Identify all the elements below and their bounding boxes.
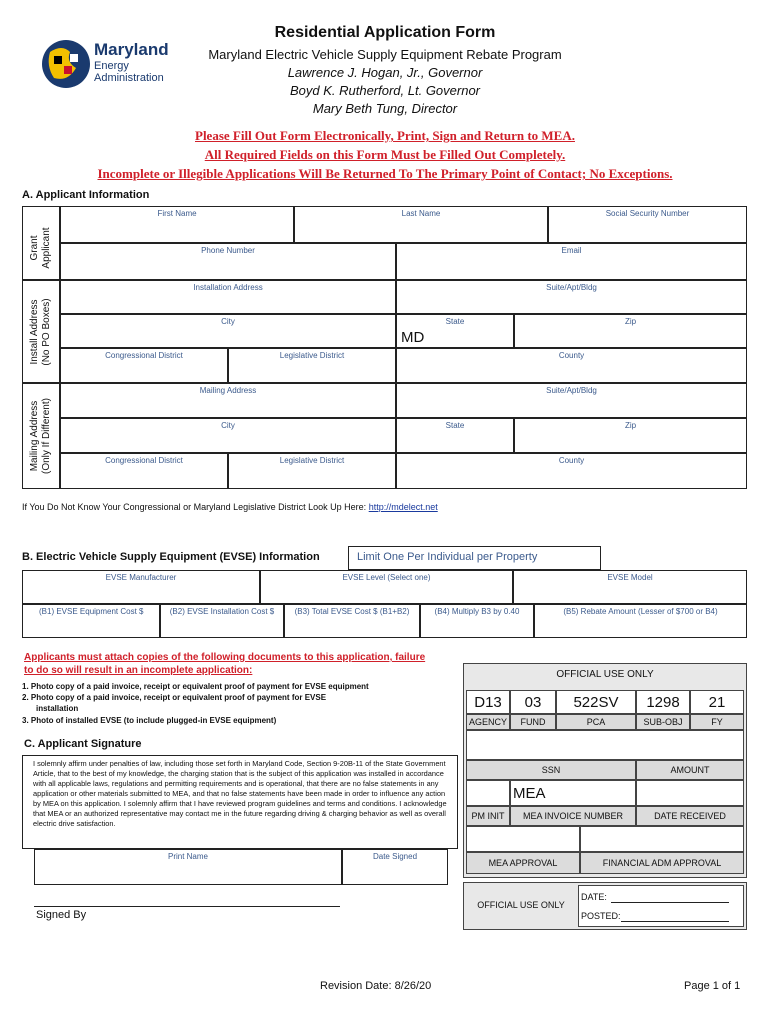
- fy-label: FY: [690, 714, 744, 730]
- city-field[interactable]: City: [60, 314, 396, 348]
- section-b-title: B. Electric Vehicle Supply Equipment (EVSE) Information: [22, 551, 320, 563]
- form-title: Residential Application Form: [274, 24, 496, 41]
- phone-field[interactable]: Phone Number: [60, 243, 396, 280]
- logo-line3: Administration: [94, 72, 164, 84]
- date-label: DATE:: [581, 892, 607, 902]
- agency-label: AGENCY: [466, 714, 510, 730]
- mea-approval-value: [466, 826, 580, 852]
- attach-item-1: 1. Photo copy of a paid invoice, receipt or equivalent proof of payment for EVSE equipment: [22, 682, 369, 691]
- posted-label: POSTED:: [581, 911, 621, 921]
- b3-total-cost-field[interactable]: (B3) Total EVSE Cost $ (B1+B2): [284, 604, 420, 638]
- signed-by-label: Signed By: [36, 909, 87, 921]
- mailing-city-field[interactable]: City: [60, 418, 396, 453]
- first-name-field[interactable]: First Name: [60, 206, 294, 243]
- mailing-county-field[interactable]: County: [396, 453, 747, 489]
- date-signed-field[interactable]: [342, 849, 448, 885]
- invoice-value: MEA: [510, 780, 636, 806]
- ssn-field[interactable]: Social Security Number: [548, 206, 747, 243]
- mea-approval-label: MEA APPROVAL: [466, 852, 580, 874]
- subobj-value: 1298: [636, 690, 690, 714]
- last-name-field[interactable]: Last Name: [294, 206, 548, 243]
- official-blank-row: [466, 730, 744, 760]
- attach-requirement-line2: to do so will result in an incomplete application:: [24, 665, 253, 676]
- section-a-title: A. Applicant Information: [22, 189, 150, 201]
- maryland-energy-logo: [40, 38, 180, 90]
- invoice-label: MEA INVOICE NUMBER: [510, 806, 636, 826]
- evse-model-field[interactable]: EVSE Model: [513, 570, 747, 604]
- congressional-district-field[interactable]: Congressional District: [60, 348, 228, 383]
- email-field[interactable]: Email: [396, 243, 747, 280]
- limit-box: [348, 546, 601, 570]
- state-label: State: [445, 317, 465, 326]
- posted-line: [621, 921, 729, 922]
- print-name-label: Print Name: [167, 852, 208, 861]
- date-received-value: [636, 780, 744, 806]
- legislative-district-field[interactable]: Legislative District: [228, 348, 396, 383]
- mailing-legislative-field[interactable]: Legislative District: [228, 453, 396, 489]
- pm-init-value: [466, 780, 510, 806]
- affirmation-text: I solemnly affirm under penalties of law, including those set forth in Maryland Code, Section 9-20B-11 of the State Government Article, that to the best of my knowledge, the charging station that is the subject of this application was installed in accordance with all applicable laws, regulations and permitting requirements and is operational, that there are no false statements in any application or other materials submitted to MEA, and that no false statements have been made in order to influence any action by MEA on this application. I solemnly affirm that I have reviewed program guidelines and terms and conditions. I acknowledge that MEA or an authorized representative may contact me in the future regarding driving & charging behavior as well as overall electric drive satisfaction.: [33, 759, 447, 828]
- mailing-address-field[interactable]: Mailing Address: [60, 383, 396, 418]
- amount-label: AMOUNT: [636, 760, 744, 780]
- notice-line2: All Required Fields on this Form Must be Filled Out Completely.: [204, 147, 566, 162]
- attach-item-2: 2. Photo copy of a paid invoice, receipt or equivalent proof of payment for EVSE: [22, 693, 327, 702]
- affirmation-box: [22, 755, 458, 849]
- logo-line2: Energy: [94, 60, 129, 72]
- attach-item-3: 3. Photo of installed EVSE (to include plugged-in EVSE equipment): [22, 716, 277, 725]
- page-number: Page 1 of 1: [684, 980, 741, 992]
- print-name-field[interactable]: [34, 849, 342, 885]
- state-value: MD: [401, 329, 425, 346]
- logo-line1: Maryland: [94, 40, 169, 59]
- mailing-address-label: Mailing Address (Only If Different): [29, 398, 52, 474]
- fin-approval-value: [580, 826, 744, 852]
- notice-line3: Incomplete or Illegible Applications Will Be Returned To The Primary Point of Contact; No Exceptions.: [97, 166, 673, 181]
- b1-equipment-cost-field[interactable]: (B1) EVSE Equipment Cost $: [22, 604, 160, 638]
- lt-governor-name: Boyd K. Rutherford, Lt. Governor: [289, 83, 481, 98]
- mailing-congressional-field[interactable]: Congressional District: [60, 453, 228, 489]
- mailing-state-field[interactable]: State: [396, 418, 514, 453]
- b5-rebate-field[interactable]: (B5) Rebate Amount (Lesser of $700 or B4): [534, 604, 747, 638]
- suite-field[interactable]: Suite/Apt/Bldg: [396, 280, 747, 314]
- fin-approval-label: FINANCIAL ADM APPROVAL: [580, 852, 744, 874]
- signature-line[interactable]: [34, 906, 340, 907]
- zip-field[interactable]: Zip: [514, 314, 747, 348]
- ssn-label: SSN: [466, 760, 636, 780]
- maryland-flag-icon: [40, 38, 92, 90]
- fy-value: 21: [690, 690, 744, 714]
- mailing-zip-field[interactable]: Zip: [514, 418, 747, 453]
- attach-requirement-line1: Applicants must attach copies of the following documents to this application, failure: [24, 652, 426, 663]
- evse-manufacturer-field[interactable]: EVSE Manufacturer: [22, 570, 260, 604]
- official-use-panel-2: [463, 882, 747, 930]
- agency-value: D13: [466, 690, 510, 714]
- b4-multiply-field[interactable]: (B4) Multiply B3 by 0.40: [420, 604, 534, 638]
- installation-address-field[interactable]: Installation Address: [60, 280, 396, 314]
- mdelect-link[interactable]: http://mdelect.net: [368, 502, 438, 512]
- subobj-label: SUB-OBJ: [636, 714, 690, 730]
- county-field[interactable]: County: [396, 348, 747, 383]
- attach-item-2b: installation: [36, 704, 79, 713]
- state-field[interactable]: [396, 314, 514, 348]
- date-received-label: DATE RECEIVED: [636, 806, 744, 826]
- governor-name: Lawrence J. Hogan, Jr., Governor: [287, 65, 483, 80]
- install-address-label: Install Address (No PO Boxes): [29, 298, 52, 366]
- notice-line1: Please Fill Out Form Electronically, Print, Sign and Return to MEA.: [195, 128, 575, 143]
- official-use-label-2: OFFICIAL USE ONLY: [477, 900, 565, 910]
- date-post-box: [578, 885, 744, 927]
- section-c-title: C. Applicant Signature: [24, 738, 142, 750]
- pm-init-label: PM INIT: [466, 806, 510, 826]
- fund-label: FUND: [510, 714, 556, 730]
- date-line: [611, 902, 729, 903]
- mailing-suite-field[interactable]: Suite/Apt/Bldg: [396, 383, 747, 418]
- director-name: Mary Beth Tung, Director: [312, 101, 458, 116]
- program-name: Maryland Electric Vehicle Supply Equipment Rebate Program: [208, 47, 562, 62]
- revision-date: Revision Date: 8/26/20: [320, 980, 432, 992]
- grant-applicant-label: Grant Applicant: [29, 227, 52, 269]
- official-use-title: OFFICIAL USE ONLY: [556, 669, 654, 680]
- fund-value: 03: [510, 690, 556, 714]
- limit-text: Limit One Per Individual per Property: [357, 551, 538, 563]
- district-lookup-note: If You Do Not Know Your Congressional or Maryland Legislative District Look Up Here: http://mdelect.net: [22, 502, 438, 512]
- pca-value: 522SV: [556, 690, 636, 714]
- pca-label: PCA: [556, 714, 636, 730]
- date-signed-label: Date Signed: [372, 852, 418, 861]
- b2-installation-cost-field[interactable]: (B2) EVSE Installation Cost $: [160, 604, 284, 638]
- evse-level-field[interactable]: EVSE Level (Select one): [260, 570, 513, 604]
